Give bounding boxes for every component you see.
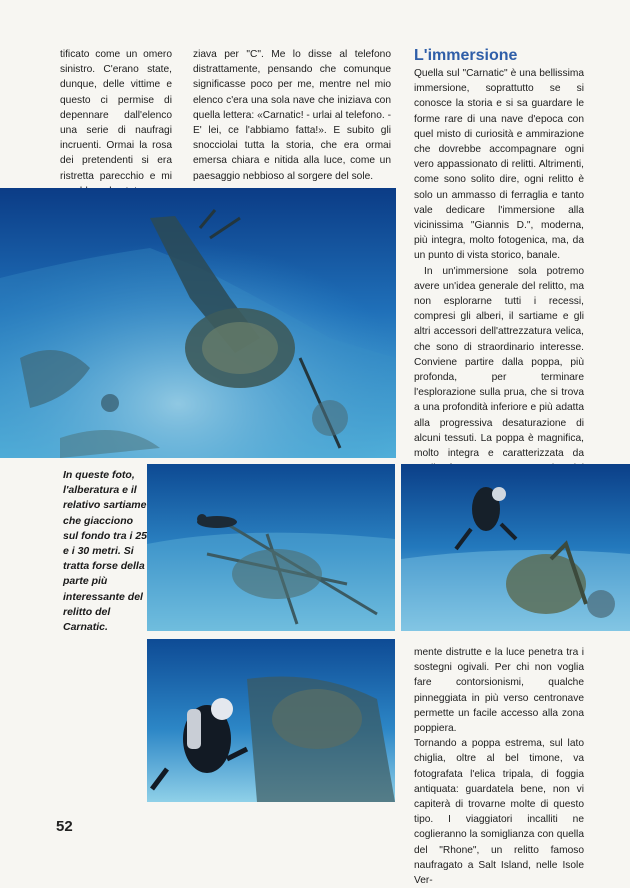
- photo-caption: In queste foto, l'alberatura e il relativo sartiame che giacciono sul fondo tra i 25 e i 30 metri. Si tratta forse della parte più interessante del relitto del Carnatic.: [63, 469, 148, 634]
- column3b-paragraph-1: mente distrutte e la luce penetra tra i sostegni ogivali. Per chi non voglia fare contorsionismi, qualche pinneggiata in più verso centronave permette un facile accesso alla zona poppiera.: [414, 647, 584, 735]
- column1-paragraph: tificato come un omero sinistro. C'erano state, dunque, delle vittime e questo ci permise di depennare dall'elenco una serie di naufragi incruenti. Ormai la rosa dei pretendenti si era ristretta parecchio e mi: [60, 49, 172, 182]
- wreck-photo-rigging: [147, 464, 395, 631]
- page-number: 52: [56, 818, 73, 835]
- column3b-paragraph-2: Tornando a poppa estrema, sul lato chiglia, oltre al bel timone, va fotografata l'elica tripala, di foggia antiquata: guardatela bene, non vi capiterà di trovarne molte di questo tipo. I viaggiatori incalliti ne coglieranno la somiglianza con quella del "Rhone", un relitto famoso naufragato a Salt Island, nelle Isole Ver-: [414, 738, 584, 887]
- text-column-3-continued: [414, 645, 584, 888]
- column3-paragraph-1: Quella sul "Carnatic" è una bellissima immersione, soprattutto se si conosce la storia e si sa guardare le forme rare di una nave d'epoca con quel misto di curiosità e ammirazione che dovrebbe accompagnare ogni vero appassionato di relitti. Altrimenti, come sono solito dire, ogni relitto è solo un ammasso di ferraglia e tanto vale dedicare l'immersione alla vicinissima "Giannis D.", moderna, più integra, molto fotogenica, ma, da un punto di vista storico, banale.: [414, 68, 584, 262]
- wreck-photo-main: [0, 188, 396, 458]
- wreck-photo-diver: [401, 464, 630, 631]
- column2-paragraph: ziava per "C". Me lo disse al telefono distrattamente, pensando che comunque significasse poco per me, mentre nel mio elenco c'era una sola nave che iniziava con quella lettera: «Carnatic! - urlai al telefono. - E' lei, ce l'abbiamo fatta!». E subito gli snocciolai tutta la storia, che era ormai emersa chiara e nitida alla luce, come un paesaggio nebbioso al sorgere del sole.: [193, 49, 391, 182]
- text-column-2: [193, 47, 391, 184]
- wreck-photo-diver-closeup: [147, 639, 395, 802]
- column3-paragraph-2: In un'immersione sola potremo avere un'idea generale del relitto, ma non esplorarne tutti i recessi, compresi gli alberi, il sartiame e gli altri accessori dell'attrezzatura velica, che sono di straordinario interesse. Conviene partire dalla poppa, più profonda, per terminare l'esplorazione sulla prua, che si trova a una profondità inferiore e più adatta alla progressiva desaturazione di alcuni tessuti. La poppa è magnifica, molto integra e caratterizzata da: [414, 265, 584, 460]
- section-heading: L'immersione: [414, 47, 518, 64]
